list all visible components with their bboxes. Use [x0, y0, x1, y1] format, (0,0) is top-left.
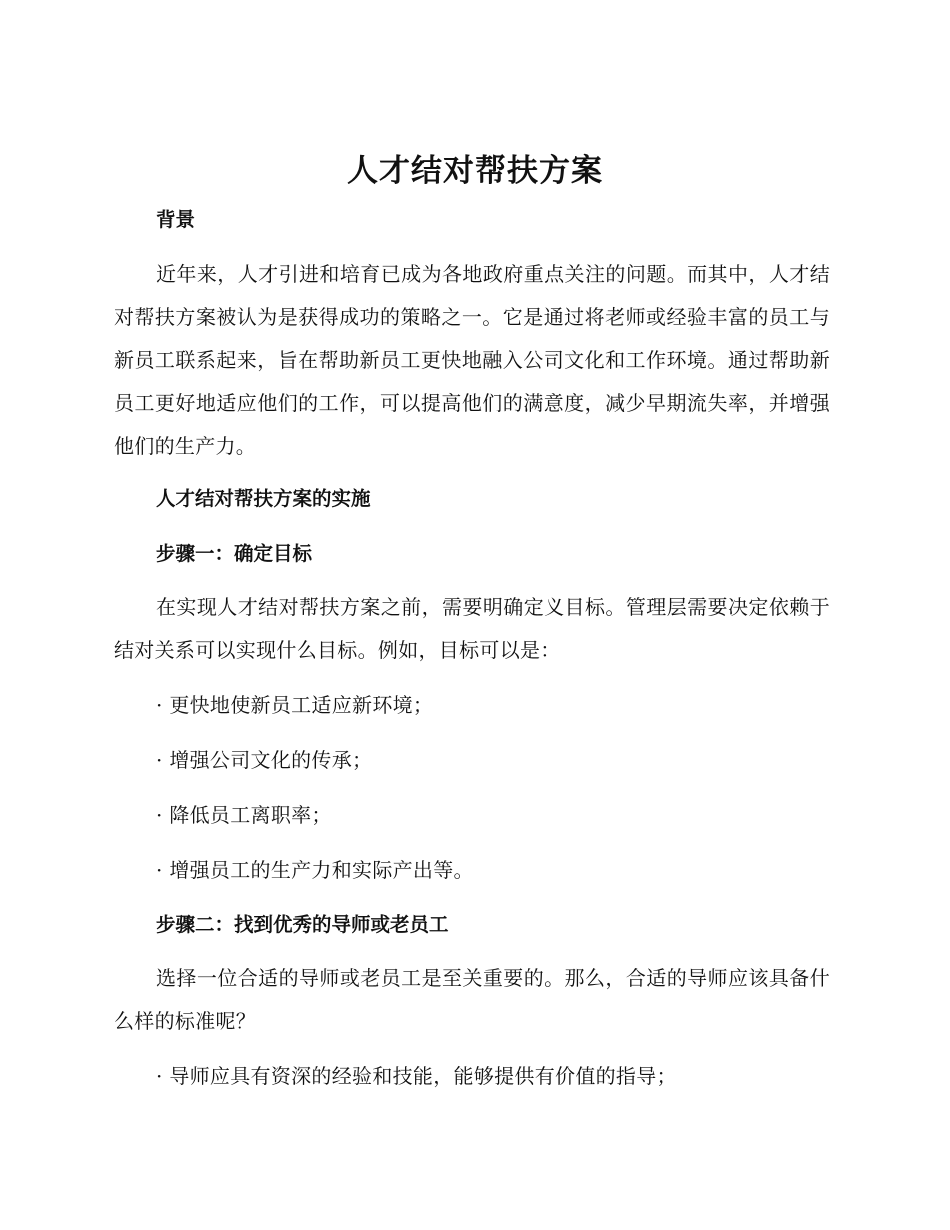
- section-heading-background: 背景: [156, 208, 196, 231]
- document-title: 人才结对帮扶方案: [347, 153, 603, 189]
- section-heading-implementation: 人才结对帮扶方案的实施: [156, 487, 371, 510]
- list-item: · 更快地使新员工适应新环境；: [156, 693, 434, 717]
- list-item: · 增强员工的生产力和实际产出等。: [156, 858, 474, 882]
- step1-paragraph: 在实现人才结对帮扶方案之前，需要明确定义目标。管理层需要决定依赖于结对关系可以实现什么目标。例如，目标可以是：: [114, 595, 830, 662]
- list-item: · 增强公司文化的传承；: [156, 748, 373, 772]
- background-paragraph: 近年来，人才引进和培育已成为各地政府重点关注的问题。而其中，人才结对帮扶方案被认为是获得成功的策略之一。它是通过将老师或经验丰富的员工与新员工联系起来，旨在帮助新员工更快地融入公司文化和工作环境。通过帮助新员工更好地适应他们的工作，可以提高他们的满意度，减少早期流失率，并增强他们的生产力。: [114, 262, 830, 458]
- step1-heading: 步骤一：确定目标: [156, 542, 313, 565]
- list-item: · 导师应具有资深的经验和技能，能够提供有价值的指导；: [156, 1064, 677, 1088]
- list-item: · 降低员工离职率；: [156, 803, 332, 827]
- step2-heading: 步骤二：找到优秀的导师或老员工: [156, 913, 449, 936]
- step2-paragraph: 选择一位合适的导师或老员工是至关重要的。那么，合适的导师应该具备什么样的标准呢？: [114, 966, 830, 1033]
